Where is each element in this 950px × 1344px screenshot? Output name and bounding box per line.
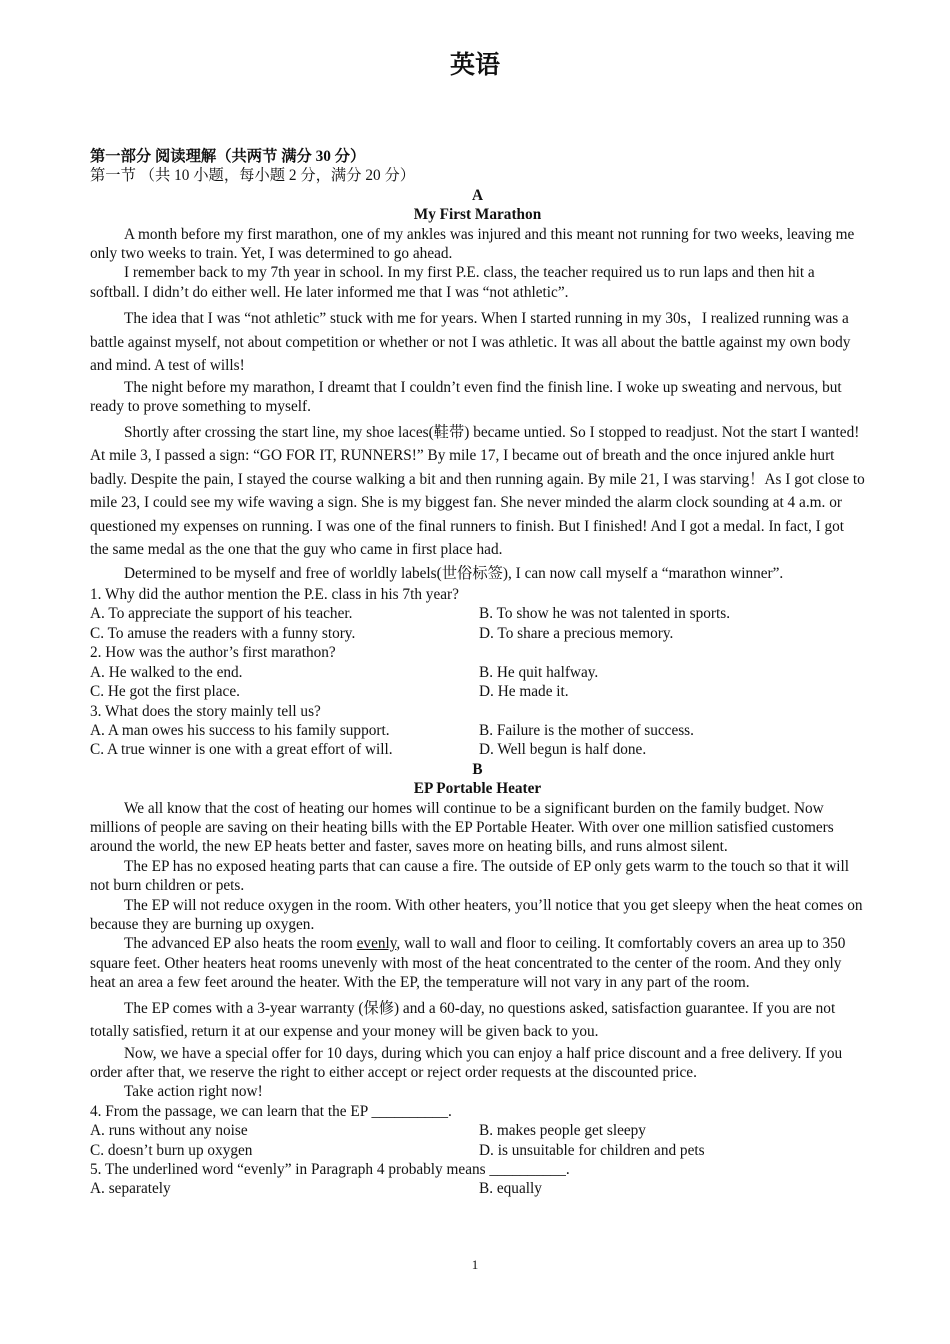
passage-b-paragraph-3: The EP will not reduce oxygen in the room. With other heaters, you’ll notice that you get sleepy when the heat comes on because they are burning up oxygen. [90,896,863,933]
paragraph-text: , wall to wall and floor to ceiling. It comfortably covers an area up to 350 square feet. Other heaters heat rooms unevenly with most of the heat concentrated to the center of the room. And they only heat an area a few feet around the heater. With the EP, the temperature will not vary in any part of the room. [90,935,846,992]
option-c[interactable]: C. To amuse the readers with a funny story. [90,624,356,642]
paragraph-text: The advanced EP also heats the room [124,935,357,953]
question-stem: 4. From the passage, we can learn that the EP __________. [90,1102,452,1120]
passage-b-paragraph-4 [90,934,865,992]
option-d[interactable]: D. is unsuitable for children and pets [479,1141,705,1159]
question-3 [90,702,865,760]
page-number: 1 [471,1257,479,1272]
question-stem: 1. Why did the author mention the P.E. class in his 7th year? [90,586,459,604]
section-heading: 第一节 （共 10 小题，每小题 2 分，满分 20 分） [90,167,416,185]
passage-b-paragraph-6: Now, we have a special offer for 10 days, during which you can enjoy a half price discount and a free delivery. If you order after that, we reserve the right to either accept or reject order requests at the discounted price. [90,1044,843,1081]
option-a[interactable]: A. To appreciate the support of his teacher. [90,605,353,623]
question-4 [90,1102,865,1160]
question-5 [90,1160,865,1199]
underlined-word-evenly: evenly [356,935,397,953]
option-b[interactable]: B. To show he was not talented in sports. [479,605,731,623]
question-options [90,663,865,702]
option-d[interactable]: D. To share a precious memory. [479,624,674,642]
passage-b-paragraph-5: The EP comes with a 3-year warranty (保修) and a 60-day, no questions asked, satisfaction guarantee. If you are not totally satisfied, return it at our expense and your money will be given back to you. [90,999,836,1041]
passage-a-paragraph-3: The idea that I was “not athletic” stuck with me for years. When I started running in my 30s，I realized running was a battle against myself, not about competition or whether or not I was athletic. It was all about the battle against my own body and mind. A test of wills! [90,310,851,375]
option-b[interactable]: B. Failure is the mother of success. [479,721,694,739]
option-d[interactable]: D. He made it. [479,683,569,701]
option-b[interactable]: B. equally [479,1180,542,1198]
question-options [90,1121,865,1160]
passage-b-letter: B [472,760,483,778]
question-options [90,604,865,643]
passage-b-title: EP Portable Heater [413,780,542,798]
passage-a-paragraph-1: A month before my first marathon, one of my ankles was injured and this meant not running for two weeks, leaving me only two weeks to train. Yet, I was determined to go ahead. [90,225,855,263]
passage-a-paragraph-2: I remember back to my 7th year in school. In my first P.E. class, the teacher required us to run laps and then hit a softball. I didn’t do either well. He later informed me that I was “not athletic”. [90,264,815,301]
question-stem: 2. How was the author’s first marathon? [90,644,336,662]
option-c[interactable]: C. He got the first place. [90,683,240,701]
passage-a-title: My First Marathon [413,206,542,224]
option-a[interactable]: A. A man owes his success to his family support. [90,721,390,739]
option-a[interactable]: A. runs without any noise [90,1122,248,1140]
passage-b-paragraph-7: Take action right now! [124,1083,263,1101]
option-d[interactable]: D. Well begun is half done. [479,741,647,759]
option-a[interactable]: A. He walked to the end. [90,663,243,681]
question-options [90,721,865,760]
page-title: 英语 [449,52,500,79]
question-stem: 3. What does the story mainly tell us? [90,702,321,720]
passage-a-paragraph-5: Shortly after crossing the start line, my shoe laces(鞋带) became untied. So I stopped to readjust. Not the start I wanted! At mile 3, I passed a sign: “GO FOR IT, RUNNERS!” By mile 17, I became out of breath and the once injured ankle hurt badly. Despite the pain, I stayed the course walking a bit and then running again. By mile 21, I was starving！As I got close to mile 23, I could see my wife waving a sign. She is my biggest fan. She never minded the alarm clock sounding at 4 a.m. or questioned my expenses on running. I was one of the final runners to finish. But I finished! And I got a medal. In fact, I got the same medal as the one that the guy who came in first place had. [90,423,865,559]
part-heading: 第一部分 阅读理解（共两节 满分 30 分） [90,148,366,165]
passage-b-paragraph-2: The EP has no exposed heating parts that can cause a fire. The outside of EP only gets warm to the touch so that it will not burn children or pets. [90,857,850,895]
question-options [90,1179,865,1198]
question-1 [90,585,865,643]
option-c[interactable]: C. A true winner is one with a great effort of will. [90,741,393,759]
passage-a-paragraph-6: Determined to be myself and free of worldly labels(世俗标签), I can now call myself a “marathon winner”. [124,564,784,582]
option-a[interactable]: A. separately [90,1180,171,1198]
content [90,147,865,1199]
option-b[interactable]: B. He quit halfway. [479,663,599,681]
question-stem: 5. The underlined word “evenly” in Paragraph 4 probably means __________. [90,1161,570,1179]
option-c[interactable]: C. doesn’t burn up oxygen [90,1141,253,1159]
passage-a-letter: A [471,186,484,204]
option-b[interactable]: B. makes people get sleepy [479,1122,646,1140]
passage-b-paragraph-1: We all know that the cost of heating our homes will continue to be a significant burden on the family budget. Now millions of people are saving on their heating bills with the EP Portable Heater. With over one million satisfied customers around the world, the new EP heats better and faster, saves more on heating bills, and runs almost silent. [90,799,834,856]
passage-a-paragraph-4: The night before my marathon, I dreamt that I couldn’t even find the finish line. I woke up sweating and nervous, but ready to prove something to myself. [90,378,842,416]
question-2 [90,643,865,701]
